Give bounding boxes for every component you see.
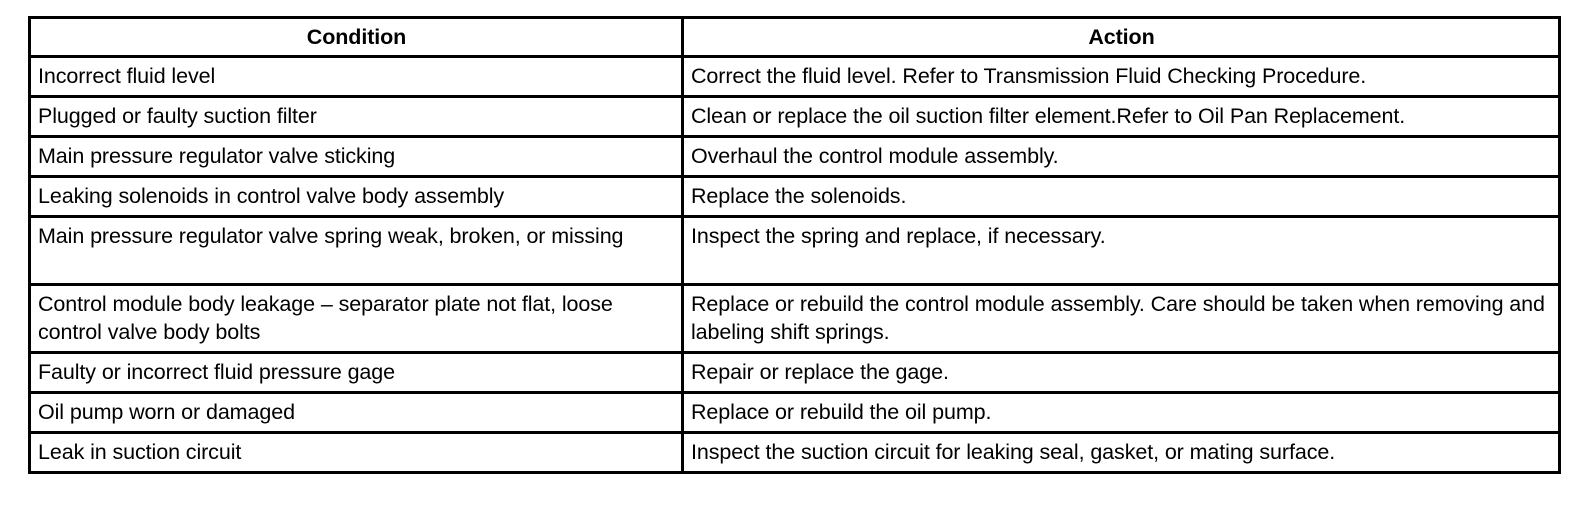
condition-cell: Incorrect fluid level [30, 57, 683, 97]
action-header: Action [683, 18, 1560, 57]
table-row [30, 137, 1560, 177]
condition-header: Condition [30, 18, 683, 57]
action-cell: Correct the fluid level. Refer to Transmission Fluid Checking Procedure. [683, 57, 1560, 97]
table-row [30, 177, 1560, 217]
action-cell: Overhaul the control module assembly. [683, 137, 1560, 177]
condition-cell: Control module body leakage – separator plate not flat, loose control valve body bolts [30, 285, 683, 353]
condition-cell: Leaking solenoids in control valve body assembly [30, 177, 683, 217]
table-row [30, 433, 1560, 473]
action-cell: Clean or replace the oil suction filter element.Refer to Oil Pan Replacement. [683, 97, 1560, 137]
troubleshooting-table-container [28, 16, 1558, 474]
table-row [30, 57, 1560, 97]
header-row [30, 18, 1560, 57]
table-row [30, 353, 1560, 393]
action-cell: Inspect the suction circuit for leaking seal, gasket, or mating surface. [683, 433, 1560, 473]
table-row [30, 393, 1560, 433]
condition-cell: Leak in suction circuit [30, 433, 683, 473]
condition-cell: Main pressure regulator valve sticking [30, 137, 683, 177]
table-row [30, 97, 1560, 137]
action-cell: Repair or replace the gage. [683, 353, 1560, 393]
action-cell: Replace or rebuild the oil pump. [683, 393, 1560, 433]
table-row [30, 217, 1560, 285]
condition-cell: Plugged or faulty suction filter [30, 97, 683, 137]
condition-cell: Oil pump worn or damaged [30, 393, 683, 433]
table-row [30, 285, 1560, 353]
condition-cell: Faulty or incorrect fluid pressure gage [30, 353, 683, 393]
action-cell: Replace or rebuild the control module assembly. Care should be taken when removing and labeling shift springs. [683, 285, 1560, 353]
action-cell: Inspect the spring and replace, if necessary. [683, 217, 1560, 285]
condition-cell: Main pressure regulator valve spring weak, broken, or missing [30, 217, 683, 285]
action-cell: Replace the solenoids. [683, 177, 1560, 217]
troubleshooting-table [28, 16, 1561, 474]
